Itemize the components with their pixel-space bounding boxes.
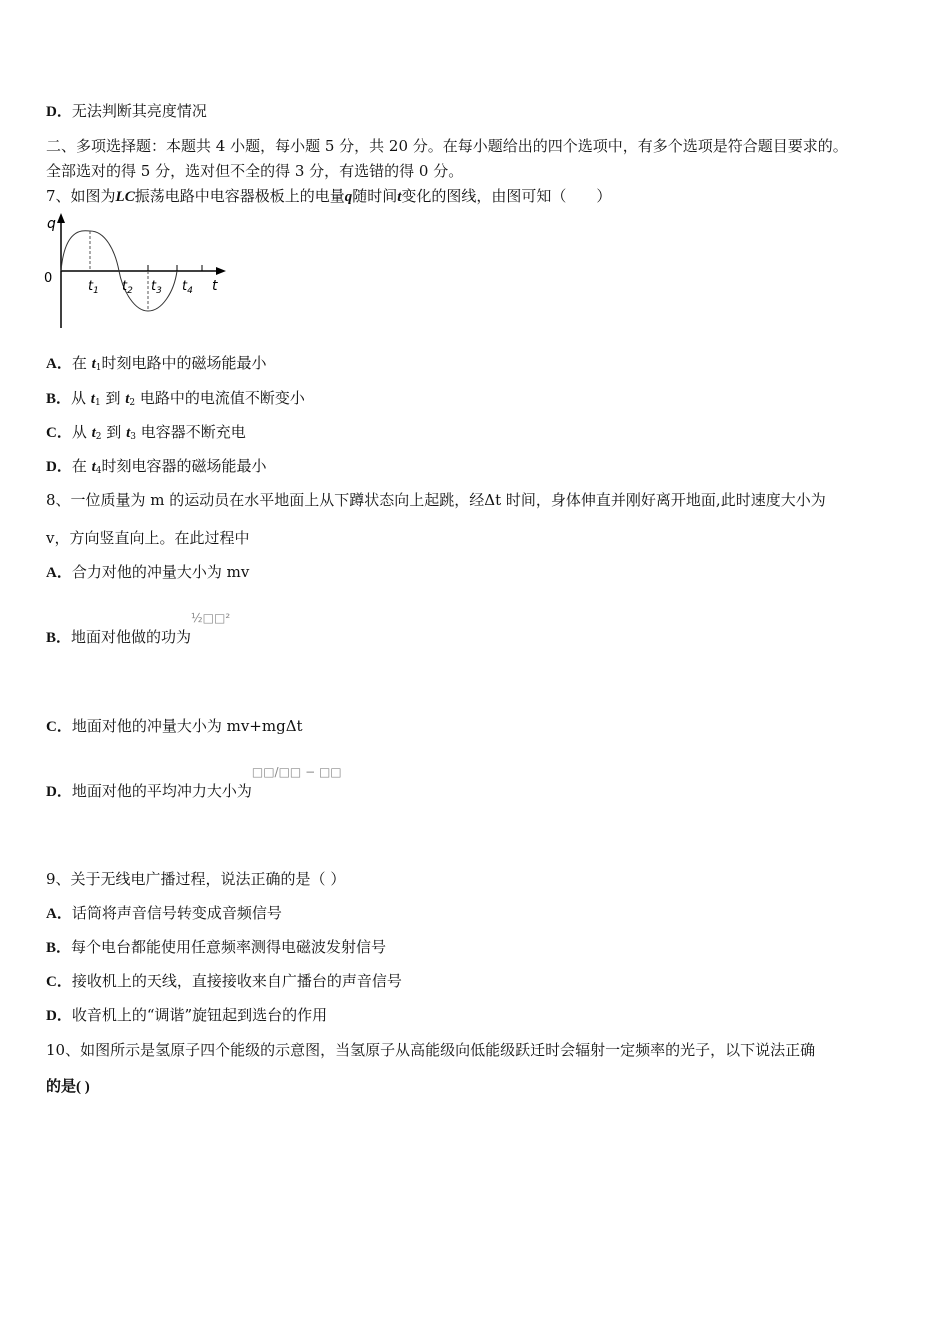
- x-label: t: [212, 278, 218, 294]
- text: 电容器不断充电: [135, 423, 246, 441]
- text: 在: [71, 457, 92, 475]
- text: 时刻电容器的磁场能最小: [101, 457, 267, 475]
- formula-image: ½□□²: [191, 611, 231, 625]
- text: 1: [94, 398, 101, 408]
- option-letter: C．: [46, 974, 72, 990]
- text: 3: [130, 432, 136, 442]
- text: 从: [71, 423, 92, 441]
- text: 在: [71, 354, 92, 372]
- text: 到: [101, 423, 127, 441]
- section2-instructions-2: 全部选对的得 5 分，选对但不全的得 3 分，有选错的得 0 分。: [46, 162, 464, 180]
- text: 4: [95, 466, 102, 476]
- option-text: 合力对他的冲量大小为 mv: [71, 563, 250, 581]
- origin-label: 0: [44, 271, 53, 286]
- q8-stem-1: 8、一位质量为 m 的运动员在水平地面上从下蹲状态向上起跳，经Δt 时间，身体伸直并刚好离开地面,此时速度大小为: [46, 491, 826, 509]
- text: 变化的图线，由图可知（ ）: [401, 187, 612, 205]
- option-text: 地面对他的冲量大小为 mv+mgΔt: [71, 717, 303, 735]
- text: t: [126, 425, 131, 441]
- text: 随时间: [352, 187, 398, 205]
- q10-stem-1: 10、如图所示是氢原子四个能级的示意图，当氢原子从高能级向低能级跃迁时会辐射一定频率的光子，以下说法正确: [46, 1041, 816, 1059]
- q7-option-c: [46, 422, 246, 447]
- y-label: q: [47, 216, 56, 232]
- option-letter: D．: [46, 459, 72, 475]
- q-t-graph: [40, 210, 240, 335]
- option-letter: A．: [46, 356, 72, 372]
- option-text: 地面对他做的功为: [71, 628, 192, 646]
- text: t: [91, 425, 96, 441]
- q9-stem: 9、关于无线电广播过程，说法正确的是（ ）: [46, 870, 346, 888]
- text: t: [90, 391, 95, 407]
- option-letter: A．: [46, 565, 72, 581]
- text: 电路中的电流值不断变小: [135, 389, 305, 407]
- option-text: 无法判断其亮度情况: [71, 102, 207, 120]
- option-text: 收音机上的“调谐”旋钮起到选台的作用: [71, 1006, 328, 1024]
- text: 从: [71, 389, 91, 407]
- tick-label-t1: $t_1$: [88, 279, 99, 296]
- option-letter: B．: [46, 630, 72, 646]
- option-letter: A．: [46, 906, 72, 922]
- q7-option-b: [46, 388, 305, 413]
- q8-stem-2: v，方向竖直向上。在此过程中: [46, 529, 250, 547]
- q7-option-a: [46, 353, 267, 378]
- text: t: [125, 391, 130, 407]
- option-letter: D．: [46, 784, 72, 800]
- text: 1: [95, 363, 102, 373]
- option-letter: C．: [46, 425, 72, 441]
- text: 2: [129, 398, 136, 408]
- text: LC: [115, 189, 135, 205]
- option-text: 话筒将声音信号转变成音频信号: [71, 904, 282, 922]
- tick-label-t4: $t_4$: [182, 279, 193, 296]
- q9-option-d: [46, 1005, 327, 1026]
- q7-stem: [46, 186, 611, 207]
- tick-label-t3: $t_3$: [151, 279, 162, 296]
- text: 振荡电路中电容器极板上的电量: [134, 187, 345, 205]
- text: 到: [100, 389, 126, 407]
- q8-option-c: [46, 716, 303, 737]
- text: q: [344, 189, 353, 205]
- option-text: 接收机上的天线，直接接收来自广播台的声音信号: [71, 972, 402, 990]
- text: 7、如图为: [46, 187, 116, 205]
- option-letter: D．: [46, 104, 72, 120]
- text: t: [91, 459, 96, 475]
- option-letter: D．: [46, 1008, 72, 1024]
- q9-option-a: [46, 903, 282, 924]
- text: t: [91, 356, 96, 372]
- q9-option-b: [46, 937, 386, 958]
- text: 2: [95, 432, 102, 442]
- q8-option-b: [46, 611, 231, 648]
- option-letter: B．: [46, 391, 72, 407]
- formula-image: □□/□□ − □□: [251, 765, 342, 779]
- q7-option-d: [46, 456, 267, 481]
- section2-instructions-1: 二、多项选择题：本题共 4 小题，每小题 5 分，共 20 分。在每小题给出的四个选项中，有多个选项是符合题目要求的。: [46, 137, 848, 155]
- option-letter: B．: [46, 940, 72, 956]
- q10-stem-2: 的是( ): [46, 1079, 90, 1095]
- q9-option-c: [46, 971, 402, 992]
- y-axis-arrow: [57, 213, 65, 223]
- text: 时刻电路中的磁场能最小: [101, 354, 267, 372]
- text: t: [397, 189, 402, 205]
- q8-option-a: [46, 562, 249, 583]
- option-letter: C．: [46, 719, 72, 735]
- q6-option-d: [46, 101, 207, 122]
- x-axis-arrow: [216, 267, 226, 275]
- q8-option-d: [46, 765, 342, 802]
- tick-label-t2: $t_2$: [122, 279, 133, 296]
- option-text: 地面对他的平均冲力大小为: [71, 782, 252, 800]
- option-text: 每个电台都能使用任意频率测得电磁波发射信号: [71, 938, 387, 956]
